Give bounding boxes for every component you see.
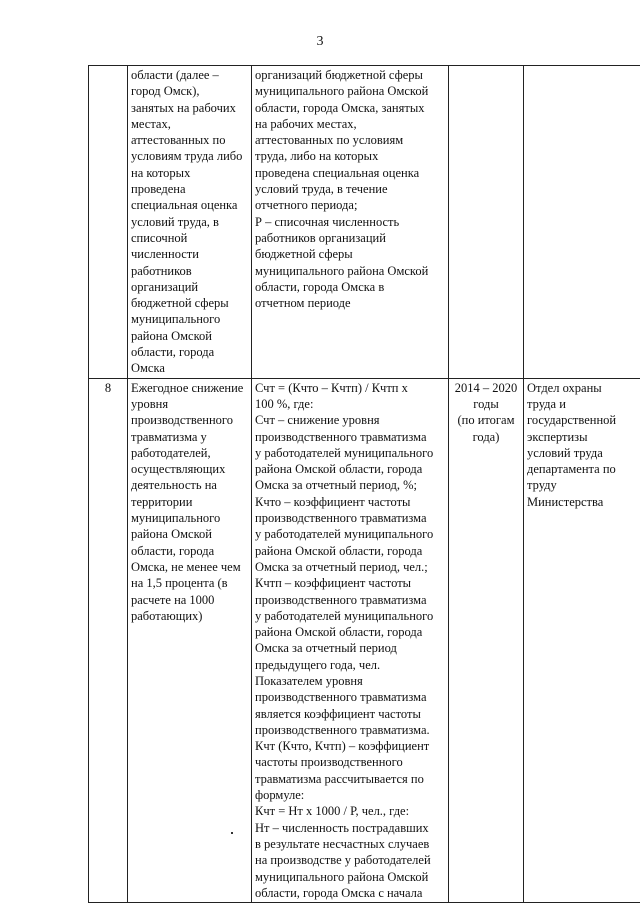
cell-number: 8 [89,378,128,903]
cell-calculation-method [252,378,449,903]
text-line: аттестованных по [131,133,226,148]
text-line: производственного [131,413,233,428]
text-line: Министерства [527,494,604,509]
text-line: занятых на рабочих [131,100,236,115]
text-line: бюджетной сферы [131,296,229,311]
text-line: Омска, не менее чем [131,559,241,574]
text-line: местах, [131,116,171,131]
text-line: Кчто – коэффициент частоты [255,494,411,509]
text-line: района Омской области, города [255,543,423,558]
text-line: уровня [131,396,169,411]
cell-number [89,66,128,379]
text-line: условиям труда либо [131,149,243,164]
text-line: работников организаций [255,230,386,245]
text-line: отчетного периода; [255,198,358,213]
text-line: Омска [131,361,165,376]
text-line: Счт = (Кчто – Кчтп) / Кчтп х [255,380,408,395]
text-line: государственной [527,413,617,428]
text-line: на 1,5 процента (в [131,576,228,591]
cell-indicator-name [128,66,252,379]
cell-responsible [524,378,640,903]
text-line: территории [131,494,193,509]
text-line: 100 %, где: [255,396,314,411]
text-line: на производстве у работодателей [255,853,431,868]
text-line: формуле: [255,788,305,803]
text-line: Кчтп – коэффициент частоты [255,576,412,591]
text-line: травматизма рассчитывается по [255,771,424,786]
text-line: предыдущего года, чел. [255,657,381,672]
text-line: района Омской области, города [255,462,423,477]
text-line: области, города [131,345,215,360]
text-line: района Омской области, города [255,625,423,640]
text-line: проведена специальная оценка [255,165,420,180]
text-line: (по итогам [457,413,515,428]
text-line: области, города Омска с начала [255,885,423,900]
text-line: годы [473,396,499,411]
text-line: Омска за отчетный период [255,641,397,656]
text-line: расчете на 1000 [131,592,215,607]
text-line: области, города [131,543,215,558]
text-line: Отдел охраны [527,380,602,395]
text-line: организаций [131,279,199,294]
text-line: является коэффициент частоты [255,706,421,721]
text-line: года) [472,429,500,444]
text-line: отчетном периоде [255,296,351,311]
text-line: производственного травматизма. [255,722,430,737]
text-line: муниципального района Омской [255,84,429,99]
cell-period [449,378,524,903]
text-line: условий труда, в [131,214,219,229]
text-line: бюджетной сферы [255,247,353,262]
text-line: 2014 – 2020 [454,380,518,395]
text-line: у работодателей муниципального [255,608,434,623]
text-line: на рабочих местах, [255,116,357,131]
text-line: производственного травматизма [255,690,427,705]
text-line: Нт – численность пострадавших [255,820,429,835]
text-line: области (далее – [131,68,219,82]
indicators-table [88,65,640,903]
cell-period [449,66,524,379]
text-line: работающих) [131,608,203,623]
text-line: муниципального района Омской [255,263,429,278]
text-line: труда, либо на которых [255,149,379,164]
text-line: Омска за отчетный период, %; [255,478,417,493]
text-line: осуществляющих [131,462,226,477]
text-line: труда и [527,396,566,411]
text-line: проведена [131,182,186,197]
text-line: труду [527,478,557,493]
text-line: департамента по [527,462,616,477]
text-line: производственного травматизма [255,511,427,526]
text-line: района Омской [131,527,212,542]
text-line: травматизма у [131,429,207,444]
text-line: муниципального [131,511,221,526]
text-line: Кчт (Кчто, Кчтп) – коэффициент [255,739,430,754]
text-line: Кчт = Нт х 1000 / Р, чел., где: [255,804,410,819]
text-line: Р – списочная численность [255,214,400,229]
text-line: численности [131,247,199,262]
text-line: город Омск), [131,84,200,99]
text-line: условий труда, в течение [255,182,388,197]
text-line: экспертизы [527,429,588,444]
text-line: деятельность на [131,478,217,493]
cell-calculation-method [252,66,449,379]
text-line: производственного травматизма [255,429,427,444]
text-line: производственного травматизма [255,592,427,607]
text-line: специальная оценка [131,198,238,213]
text-line: условий труда [527,445,603,460]
table-row [89,378,640,903]
text-line: списочной [131,230,188,245]
table-row [89,66,640,379]
text-line: частоты производственного [255,755,403,770]
cell-responsible [524,66,640,379]
text-line: организаций бюджетной сферы [255,68,423,82]
page-number: 3 [316,34,324,49]
text-line: области, города Омска в [255,279,385,294]
text-line: у работодателей муниципального [255,527,434,542]
text-line: работников [131,263,192,278]
text-line: Ежегодное снижение [131,380,244,395]
text-line: муниципального [131,312,221,327]
stray-dot [231,832,233,834]
text-line: на которых [131,165,191,180]
text-line: района Омской [131,328,212,343]
text-line: Счт – снижение уровня [255,413,380,428]
text-line: области, города Омска, занятых [255,100,425,115]
cell-indicator-name [128,378,252,903]
text-line: в результате несчастных случаев [255,836,430,851]
text-line: аттестованных по условиям [255,133,404,148]
text-line: Омска за отчетный период, чел.; [255,559,428,574]
text-line: муниципального района Омской [255,869,429,884]
text-line: работодателей, [131,445,211,460]
text-line: Показателем уровня [255,673,363,688]
text-line: у работодателей муниципального [255,445,434,460]
